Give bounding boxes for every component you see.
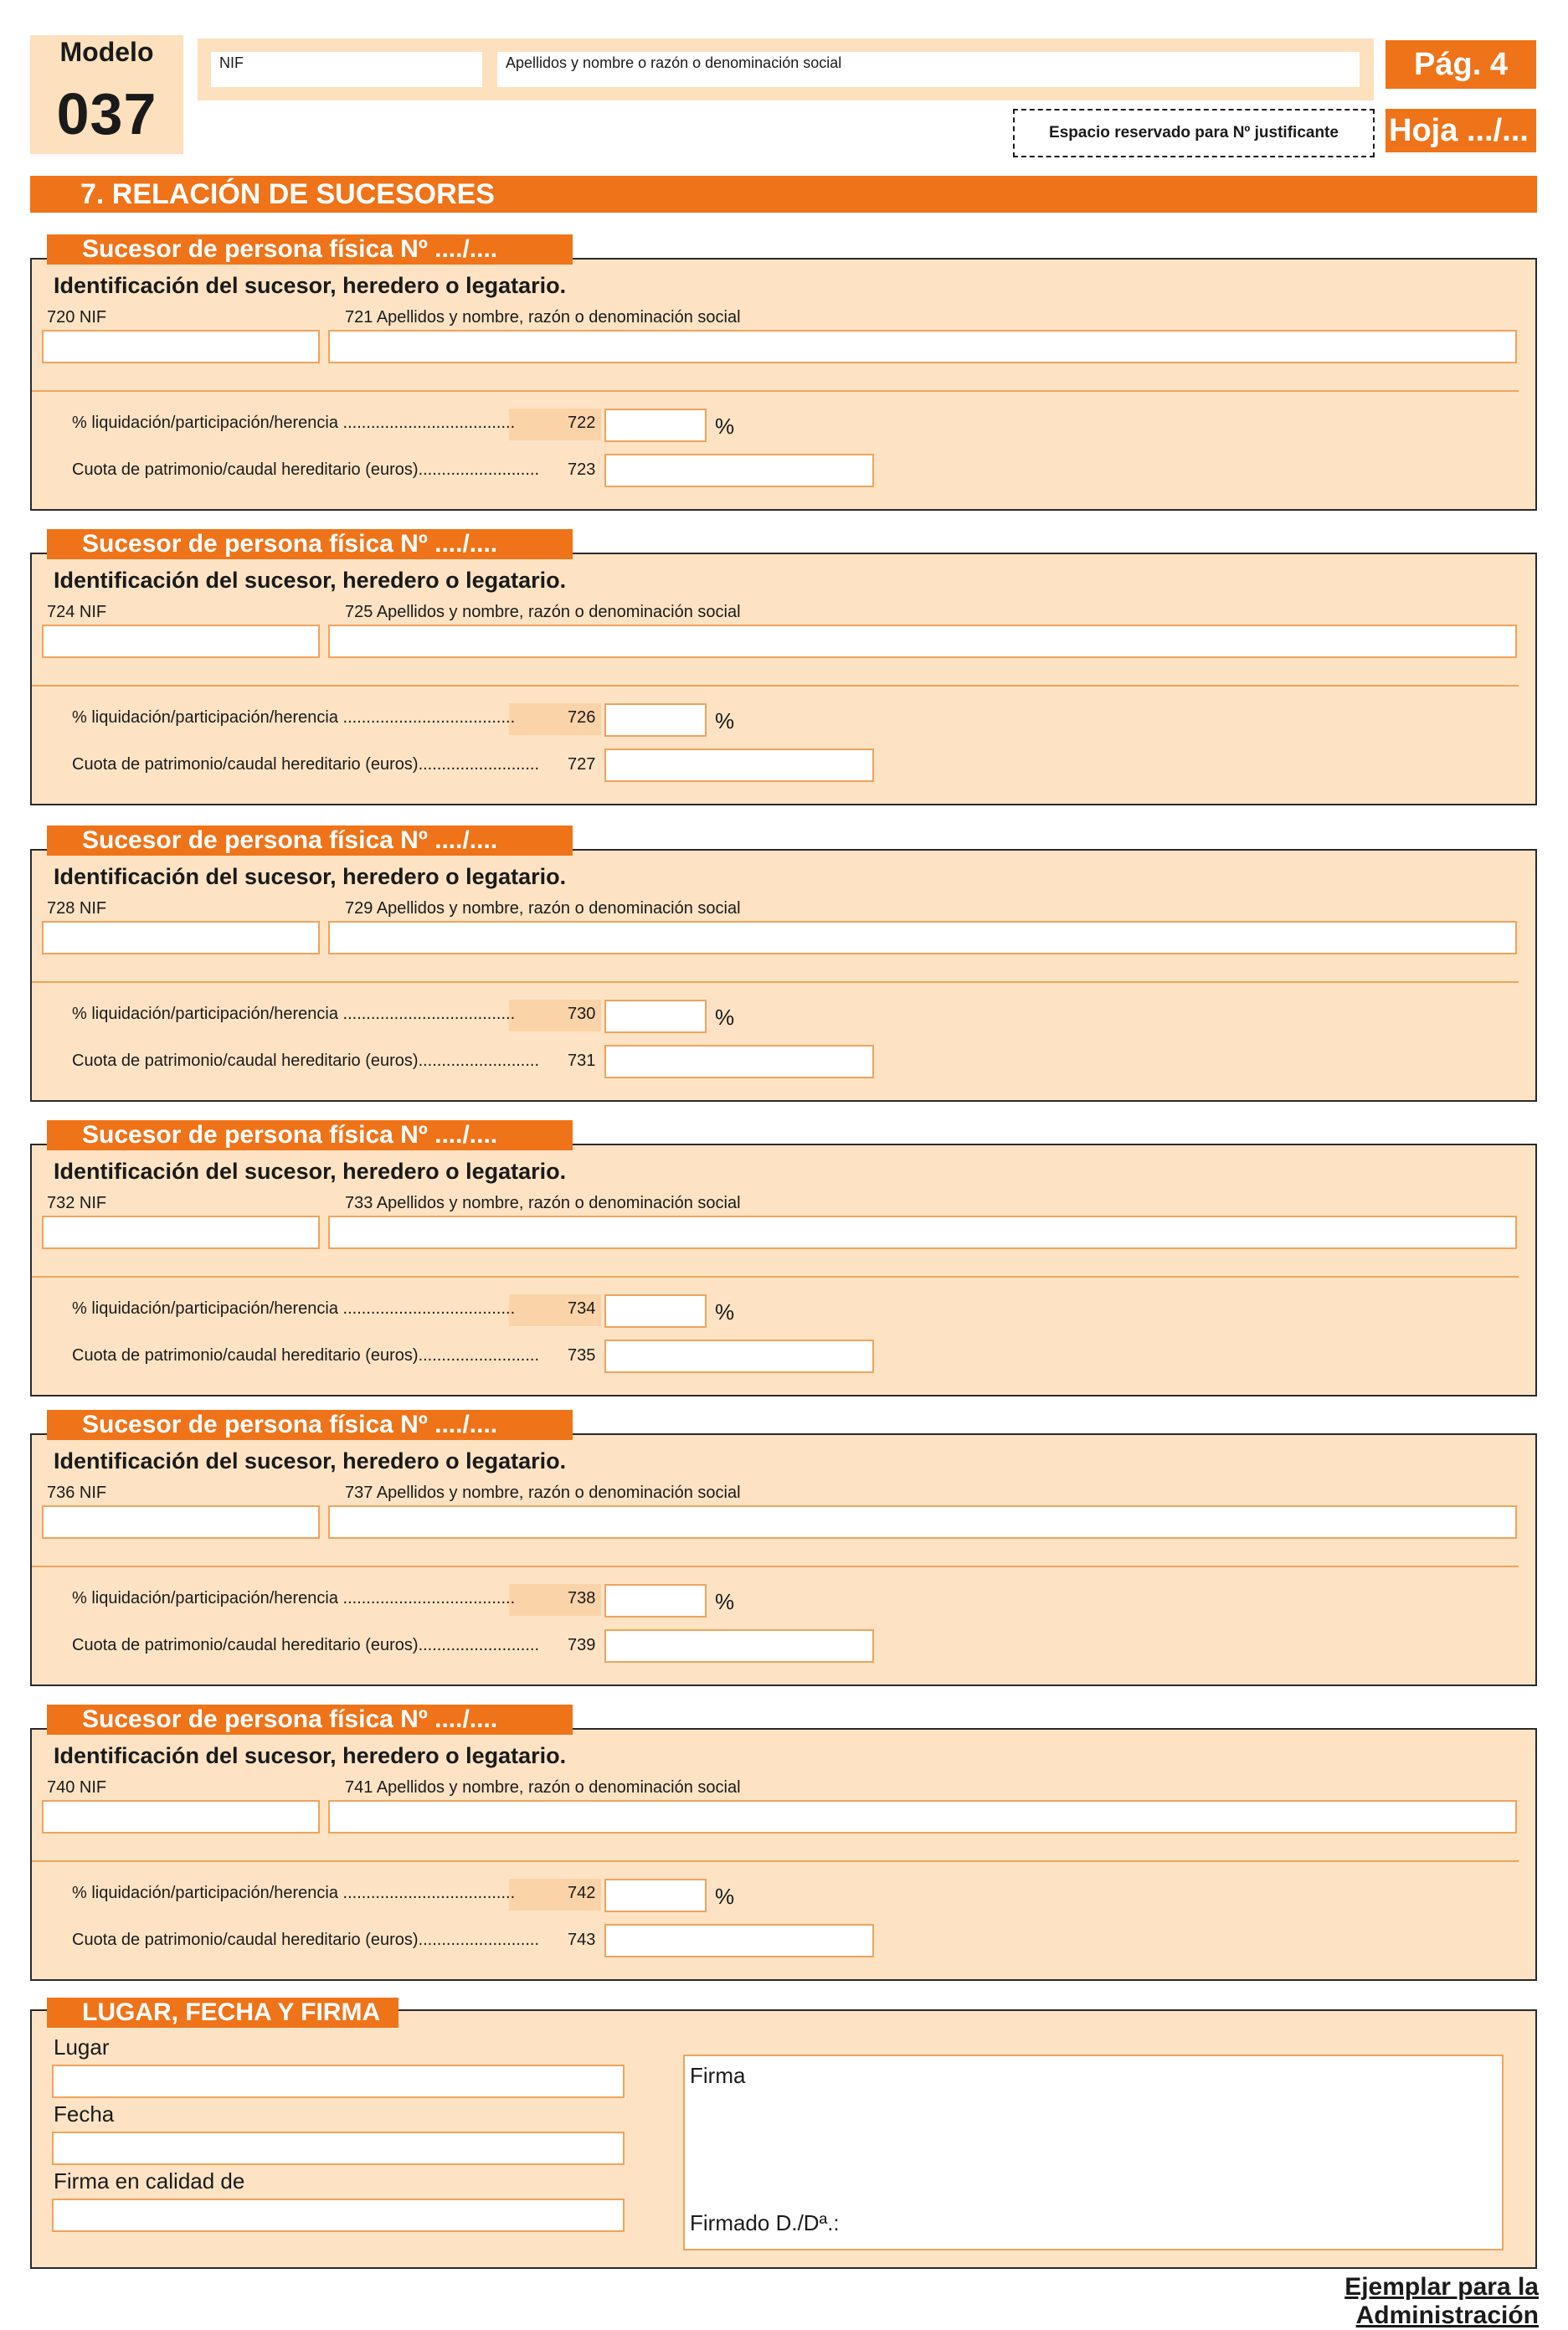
successor-name-label: 725 Apellidos y nombre, razón o denominación social xyxy=(345,603,741,621)
pct-unit: % xyxy=(715,1884,735,1909)
successor-nif-input[interactable] xyxy=(42,625,320,658)
successor-name-input[interactable] xyxy=(328,330,1517,363)
successor-tab: Sucesor de persona física Nº ..../.... xyxy=(47,1120,573,1150)
quota-input[interactable] xyxy=(604,454,874,487)
pct-label: % liquidación/participación/herencia ..................................... xyxy=(72,1884,516,1902)
successor-name-label: 741 Apellidos y nombre, razón o denominación social xyxy=(345,1778,741,1797)
quota-code: 723 xyxy=(568,460,596,479)
date-input[interactable] xyxy=(52,2132,625,2165)
successor-name-input[interactable] xyxy=(328,625,1517,658)
successor-name-input[interactable] xyxy=(328,1216,1517,1249)
quota-input[interactable] xyxy=(604,1924,874,1957)
pct-input[interactable] xyxy=(604,1294,707,1328)
pct-label: % liquidación/participación/herencia ..................................... xyxy=(72,1589,516,1607)
successor-nif-input[interactable] xyxy=(42,1800,320,1834)
successor-name-label: 729 Apellidos y nombre, razón o denominación social xyxy=(345,899,741,918)
quota-code: 743 xyxy=(568,1931,596,1949)
pct-label: % liquidación/participación/herencia ..................................... xyxy=(72,708,516,727)
successor-name-label: 737 Apellidos y nombre, razón o denominación social xyxy=(345,1484,741,1502)
pct-code: 742 xyxy=(568,1884,596,1902)
pct-code: 730 xyxy=(568,1005,596,1023)
successor-ident-heading: Identificación del sucesor, heredero o legatario. xyxy=(54,1448,567,1474)
pct-unit: % xyxy=(715,708,735,733)
successor-divider xyxy=(32,685,1519,687)
page-badge: Pág. 4 xyxy=(1385,40,1536,89)
quota-input[interactable] xyxy=(604,1045,874,1078)
quota-input[interactable] xyxy=(604,1340,874,1373)
footer-copy-label: Ejemplar para la Administración xyxy=(1344,2273,1539,2329)
signed-by-label: Firmado D./Dª.: xyxy=(690,2210,840,2235)
pct-unit: % xyxy=(715,1005,735,1030)
capacity-label: Firma en calidad de xyxy=(54,2168,245,2194)
quota-label: Cuota de patrimonio/caudal hereditario (euros).......................... xyxy=(72,1931,540,1949)
header-nif-label: NIF xyxy=(219,54,244,71)
successor-tab: Sucesor de persona física Nº ..../.... xyxy=(47,1705,573,1735)
pct-code: 726 xyxy=(568,708,596,727)
header-name-label: Apellidos y nombre o razón o denominación social xyxy=(506,54,842,71)
successor-nif-label: 720 NIF xyxy=(47,308,107,327)
place-input[interactable] xyxy=(52,2065,625,2098)
successor-ident-heading: Identificación del sucesor, heredero o legatario. xyxy=(54,1159,567,1184)
pct-input[interactable] xyxy=(604,409,707,442)
pct-label: % liquidación/participación/herencia ..................................... xyxy=(72,1299,516,1318)
successor-ident-heading: Identificación del sucesor, heredero o legatario. xyxy=(54,568,567,593)
signature-tab: LUGAR, FECHA Y FIRMA xyxy=(47,1998,398,2028)
successor-divider xyxy=(32,1276,1519,1278)
successor-nif-label: 736 NIF xyxy=(47,1484,107,1502)
successor-tab: Sucesor de persona física Nº ..../.... xyxy=(47,234,573,265)
pct-label: % liquidación/participación/herencia ..................................... xyxy=(72,414,516,432)
successor-divider xyxy=(32,390,1519,392)
quota-label: Cuota de patrimonio/caudal hereditario (euros).......................... xyxy=(72,460,540,479)
pct-label: % liquidación/participación/herencia ..................................... xyxy=(72,1005,516,1023)
pct-input[interactable] xyxy=(604,1000,707,1033)
successor-nif-label: 740 NIF xyxy=(47,1778,107,1797)
pct-input[interactable] xyxy=(604,1879,707,1912)
header-nif-field[interactable] xyxy=(211,52,482,87)
quota-code: 735 xyxy=(568,1346,596,1365)
successor-divider xyxy=(32,1860,1519,1862)
section-title: 7. RELACIÓN DE SUCESORES xyxy=(30,176,1537,213)
successor-name-label: 733 Apellidos y nombre, razón o denominación social xyxy=(345,1194,741,1212)
pct-code: 734 xyxy=(568,1299,596,1318)
pct-code: 722 xyxy=(568,414,596,432)
quota-label: Cuota de patrimonio/caudal hereditario (euros).......................... xyxy=(72,1052,540,1070)
successor-ident-heading: Identificación del sucesor, heredero o legatario. xyxy=(54,273,567,298)
quota-code: 731 xyxy=(568,1052,596,1070)
successor-ident-heading: Identificación del sucesor, heredero o legatario. xyxy=(54,1743,567,1768)
pct-input[interactable] xyxy=(604,703,707,737)
successor-tab: Sucesor de persona física Nº ..../.... xyxy=(47,1410,573,1440)
quota-code: 739 xyxy=(568,1636,596,1654)
successor-name-input[interactable] xyxy=(328,1505,1517,1539)
quota-input[interactable] xyxy=(604,748,874,782)
successor-name-input[interactable] xyxy=(328,1800,1517,1834)
pct-unit: % xyxy=(715,414,735,439)
date-label: Fecha xyxy=(54,2101,115,2127)
successor-divider xyxy=(32,981,1519,983)
successor-nif-label: 728 NIF xyxy=(47,899,107,918)
successor-divider xyxy=(32,1566,1519,1567)
receipt-number-box: Espacio reservado para Nº justificante xyxy=(1013,109,1375,157)
successor-nif-input[interactable] xyxy=(42,1216,320,1249)
quota-label: Cuota de patrimonio/caudal hereditario (euros).......................... xyxy=(72,755,540,774)
successor-tab: Sucesor de persona física Nº ..../.... xyxy=(47,529,573,559)
signature-label: Firma xyxy=(690,2063,746,2088)
quota-input[interactable] xyxy=(604,1629,874,1663)
successor-tab: Sucesor de persona física Nº ..../.... xyxy=(47,826,573,856)
capacity-input[interactable] xyxy=(52,2199,625,2232)
successor-ident-heading: Identificación del sucesor, heredero o legatario. xyxy=(54,864,567,889)
pct-code: 738 xyxy=(568,1589,596,1607)
model-label: Modelo xyxy=(59,37,154,67)
pct-unit: % xyxy=(715,1589,735,1614)
successor-nif-label: 732 NIF xyxy=(47,1194,107,1212)
successor-nif-input[interactable] xyxy=(42,330,320,363)
successor-nif-label: 724 NIF xyxy=(47,603,107,621)
quota-code: 727 xyxy=(568,755,596,774)
pct-input[interactable] xyxy=(604,1584,707,1618)
pct-unit: % xyxy=(715,1299,735,1324)
successor-nif-input[interactable] xyxy=(42,921,320,954)
quota-label: Cuota de patrimonio/caudal hereditario (euros).......................... xyxy=(72,1346,540,1365)
quota-label: Cuota de patrimonio/caudal hereditario (euros).......................... xyxy=(72,1636,540,1654)
successor-name-label: 721 Apellidos y nombre, razón o denominación social xyxy=(345,308,741,327)
model-number: 037 xyxy=(56,81,157,147)
sheet-badge: Hoja .../... xyxy=(1385,109,1536,152)
successor-nif-input[interactable] xyxy=(42,1505,320,1539)
successor-name-input[interactable] xyxy=(328,921,1517,954)
place-label: Lugar xyxy=(54,2034,110,2060)
